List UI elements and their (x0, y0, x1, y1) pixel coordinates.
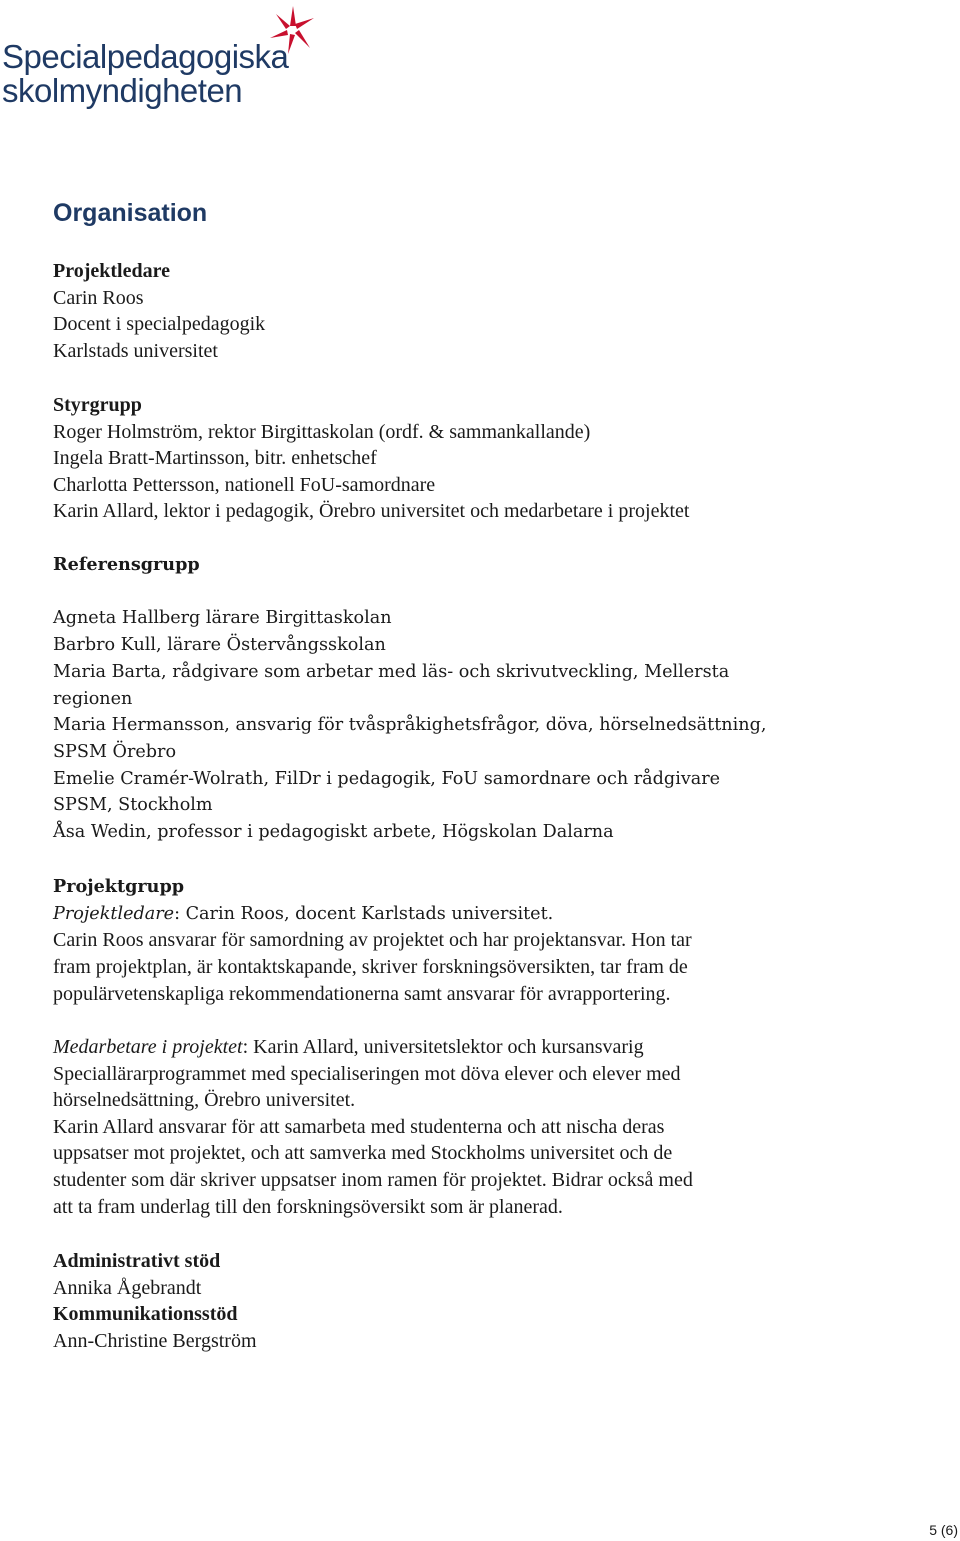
section-title: Projektledare (53, 260, 171, 282)
text-line: regionen (53, 688, 133, 709)
section-projektledare (53, 258, 265, 364)
text-line: Carin Roos ansvarar för samordning av projektet och har projektansvar. Hon tar (53, 929, 692, 952)
role-label: Medarbetare i projektet (53, 1036, 243, 1058)
role-text: : Carin Roos, docent Karlstads universitet. (174, 903, 554, 924)
text-line: Carin Roos (53, 286, 144, 309)
text-line: SPSM Örebro (53, 741, 177, 762)
section-admin (53, 1248, 257, 1354)
page-title: Organisation (53, 199, 208, 227)
text-line: Speciallärarprogrammet med specialiseringen mot döva elever och elever med (53, 1062, 681, 1085)
text-line: Ingela Bratt-Martinsson, bitr. enhetschef (53, 447, 377, 470)
text-line: Karin Allard ansvarar för att samarbeta med studenterna och att nischa deras (53, 1115, 665, 1138)
role-text: : Karin Allard, universitetslektor och kursansvarig (242, 1036, 644, 1058)
section-styrgrupp (53, 392, 689, 525)
logo-line-1: Specialpedagogiska (2, 38, 289, 75)
text-line: uppsatser mot projektet, och att samverka med Stockholms universitet och de (53, 1142, 673, 1165)
text-line: Charlotta Pettersson, nationell FoU-samordnare (53, 473, 436, 496)
text-line: Åsa Wedin, professor i pedagogiskt arbete, Högskolan Dalarna (53, 822, 614, 843)
section-title: Referensgrupp (53, 554, 200, 575)
spacer (53, 579, 766, 606)
section-title: Kommunikationsstöd (53, 1303, 238, 1326)
section-referensgrupp (53, 552, 766, 846)
text-line: Karlstads universitet (53, 339, 218, 362)
text-line: studenter som där skriver uppsatser inom ramen för projektet. Bidrar också med (53, 1168, 693, 1191)
text-line: hörselnedsättning, Örebro universitet. (53, 1089, 356, 1112)
section-projektgrupp (53, 874, 692, 1008)
section-title: Styrgrupp (53, 394, 142, 416)
text-line: Annika Ågebrandt (53, 1276, 202, 1299)
text-line: att ta fram underlag till den forskningsöversikt som är planerad. (53, 1195, 563, 1218)
text-line: Ann-Christine Bergström (53, 1329, 257, 1352)
text-line: Roger Holmström, rektor Birgittaskolan (ordf. & sammankallande) (53, 420, 591, 443)
text-line: Karin Allard, lektor i pedagogik, Örebro universitet och medarbetare i projektet (53, 500, 690, 523)
medarbetare-line (53, 1034, 693, 1061)
text-line: Emelie Cramér-Wolrath, FilDr i pedagogik, FoU samordnare och rådgivare (53, 768, 721, 789)
logo (2, 4, 312, 109)
section-title: Administrativt stöd (53, 1250, 221, 1272)
text-line: Maria Barta, rådgivare som arbetar med läs- och skrivutveckling, Mellersta (53, 661, 730, 682)
page-number: 5 (6) (929, 1522, 958, 1538)
text-line: populärvetenskapliga rekommendationerna samt ansvarar för avrapportering. (53, 982, 671, 1005)
logo-line-2: skolmyndigheten (2, 72, 243, 109)
text-line: Maria Hermansson, ansvarig för tvåspråkighetsfrågor, döva, hörselnedsättning, (53, 715, 767, 736)
text-line: Agneta Hallberg lärare Birgittaskolan (53, 608, 392, 629)
text-line: Docent i specialpedagogik (53, 313, 266, 336)
text-line: fram projektplan, är kontaktskapande, skriver forskningsöversikten, tar fram de (53, 956, 688, 979)
section-medarbetare (53, 1034, 693, 1220)
projektledare-line (53, 901, 692, 928)
text-line: SPSM, Stockholm (53, 795, 213, 816)
role-label: Projektledare (53, 903, 175, 924)
section-title: Projektgrupp (53, 876, 185, 897)
text-line: Barbro Kull, lärare Östervångsskolan (53, 635, 386, 656)
